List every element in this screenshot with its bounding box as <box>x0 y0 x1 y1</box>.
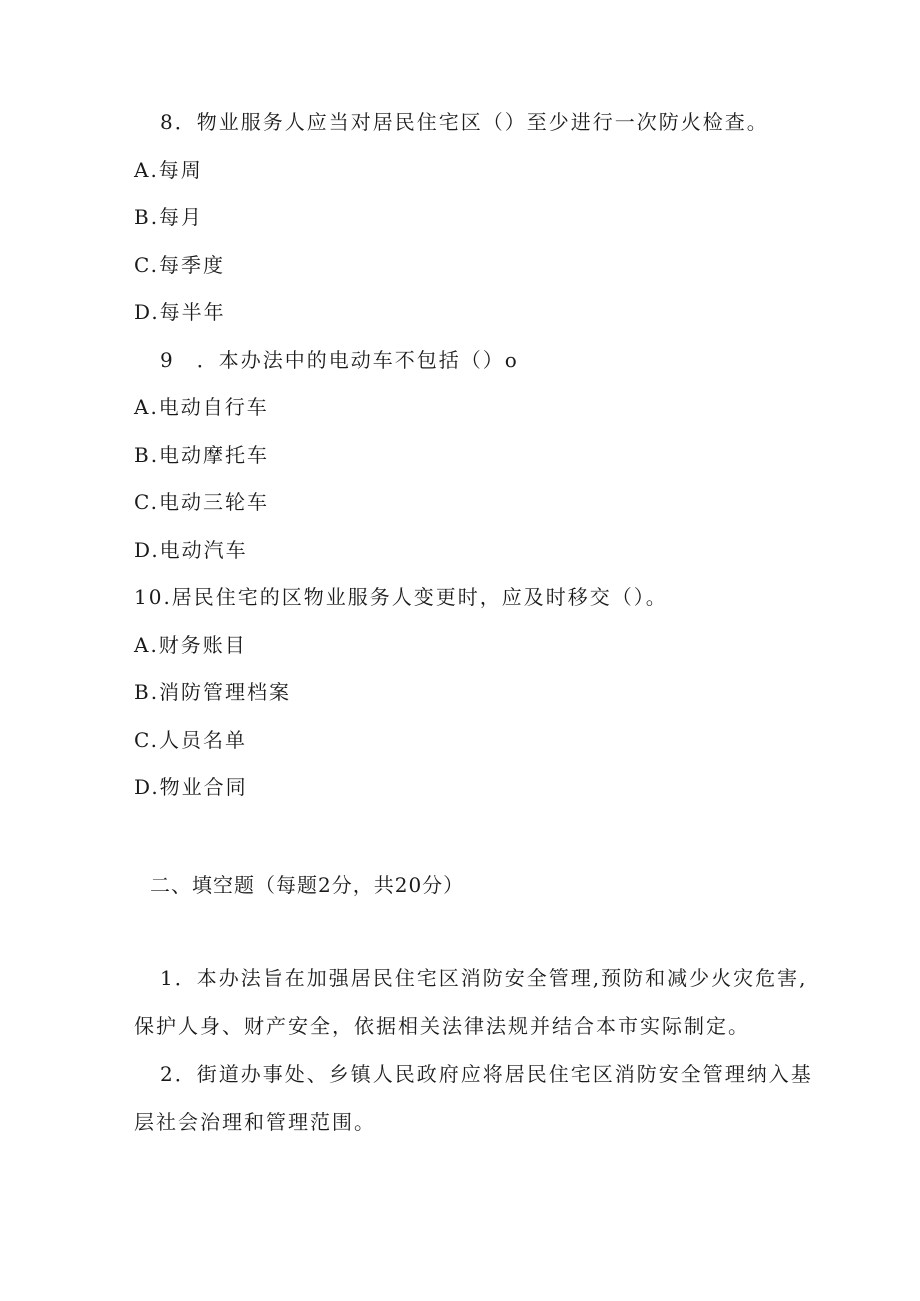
fill-item-2-line-1: 2．街道办事处、乡镇人民政府应将居民住宅区消防安全管理纳入基 <box>160 1062 813 1086</box>
question-10-stem: 10.居民住宅的区物业服务人变更时，应及时移交（）。 <box>134 585 668 609</box>
question-10-option-c: C.人员名单 <box>134 728 247 752</box>
question-8-stem: 8．物业服务人应当对居民住宅区（）至少进行一次防火检查。 <box>160 110 769 134</box>
question-9-option-b: B.电动摩托车 <box>134 443 270 467</box>
question-8-option-a: A.每周 <box>134 158 203 182</box>
question-10-option-b: B.消防管理档案 <box>134 680 292 704</box>
fill-item-1-line-1: 1．本办法旨在加强居民住宅区消防安全管理,预防和减少火灾危害, <box>160 966 808 990</box>
question-10-option-d: D.物业合同 <box>134 775 248 799</box>
fill-item-2-line-2: 层社会治理和管理范围。 <box>134 1110 376 1134</box>
section-2-heading: 二、填空题（每题2分，共20分） <box>150 873 465 897</box>
question-9-stem: 9 ．本办法中的电动车不包括（）o <box>160 348 519 372</box>
question-9-option-a: A.电动自行车 <box>134 395 269 419</box>
question-9-option-d: D.电动汽车 <box>134 538 248 562</box>
fill-item-1-line-2: 保护人身、财产安全，依据相关法律法规并结合本市实际制定。 <box>134 1014 750 1038</box>
question-8-option-c: C.每季度 <box>134 253 225 277</box>
question-10-option-a: A.财务账目 <box>134 633 247 657</box>
question-8-option-b: B.每月 <box>134 205 204 229</box>
question-8-option-d: D.每半年 <box>134 300 226 324</box>
question-9-option-c: C.电动三轮车 <box>134 490 269 514</box>
